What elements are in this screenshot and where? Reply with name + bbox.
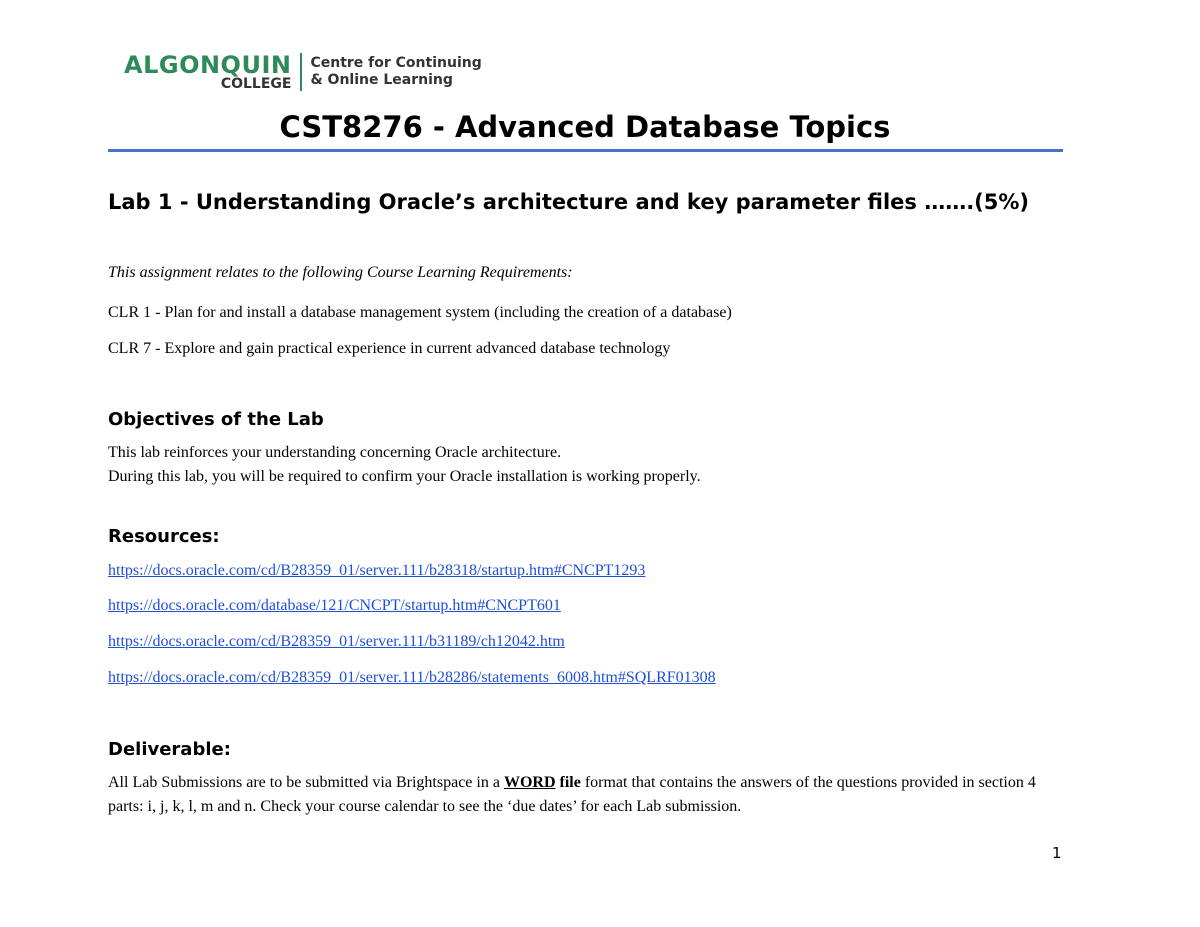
document-title: CST8276 - Advanced Database Topics <box>279 110 891 144</box>
logo-tagline-line2: & Online Learning <box>310 72 453 88</box>
clr-1: CLR 1 - Plan for and install a database management system (including the creation of a database) <box>108 304 732 321</box>
logo-name: ALGONQUIN <box>124 50 292 79</box>
lab-heading: Lab 1 - Understanding Oracle’s architecture and key parameter files …….(5%) <box>108 190 1030 214</box>
college-logo <box>124 50 482 94</box>
objectives-line-2: During this lab, you will be required to confirm your Oracle installation is working properly. <box>108 468 701 485</box>
logo-tagline-line1: Centre for Continuing <box>310 55 482 71</box>
logo-divider <box>300 53 302 91</box>
deliverable-text <box>108 771 1068 819</box>
deliverable-text-start: All Lab Submissions are to be submitted via Brightspace in a <box>108 774 504 791</box>
title-divider <box>108 149 1063 152</box>
objectives-line-1: This lab reinforces your understanding concerning Oracle architecture. <box>108 444 562 461</box>
file-emphasis: file <box>559 774 581 791</box>
word-emphasis: WORD <box>503 774 556 791</box>
resource-link[interactable]: https://docs.oracle.com/cd/B28359_01/server.111/b28286/statements_6008.htm#SQLRF01308 <box>108 669 716 686</box>
resource-link[interactable]: https://docs.oracle.com/cd/B28359_01/server.111/b28318/startup.htm#CNCPT1293 <box>108 562 646 579</box>
deliverable-text-end: format that contains the answers of the questions provided in section 4 parts: i, j, k, l, m and n. Check your course calendar to see the ‘due dates’ for each Lab submission. <box>108 774 1036 815</box>
page-number: 1 <box>1052 844 1062 862</box>
deliverable-heading: Deliverable: <box>108 739 231 760</box>
logo-tagline <box>310 55 481 89</box>
logo-college: COLLEGE <box>220 75 292 92</box>
resources-heading: Resources: <box>108 526 220 547</box>
resource-link[interactable]: https://docs.oracle.com/cd/B28359_01/server.111/b31189/ch12042.htm <box>108 633 565 650</box>
clr-intro: This assignment relates to the following Course Learning Requirements: <box>108 264 573 281</box>
objectives-heading: Objectives of the Lab <box>108 409 324 430</box>
clr-7: CLR 7 - Explore and gain practical experience in current advanced database technology <box>108 340 671 357</box>
logo-wordmark <box>124 50 292 92</box>
resource-link[interactable]: https://docs.oracle.com/database/121/CNCPT/startup.htm#CNCPT601 <box>108 597 561 614</box>
